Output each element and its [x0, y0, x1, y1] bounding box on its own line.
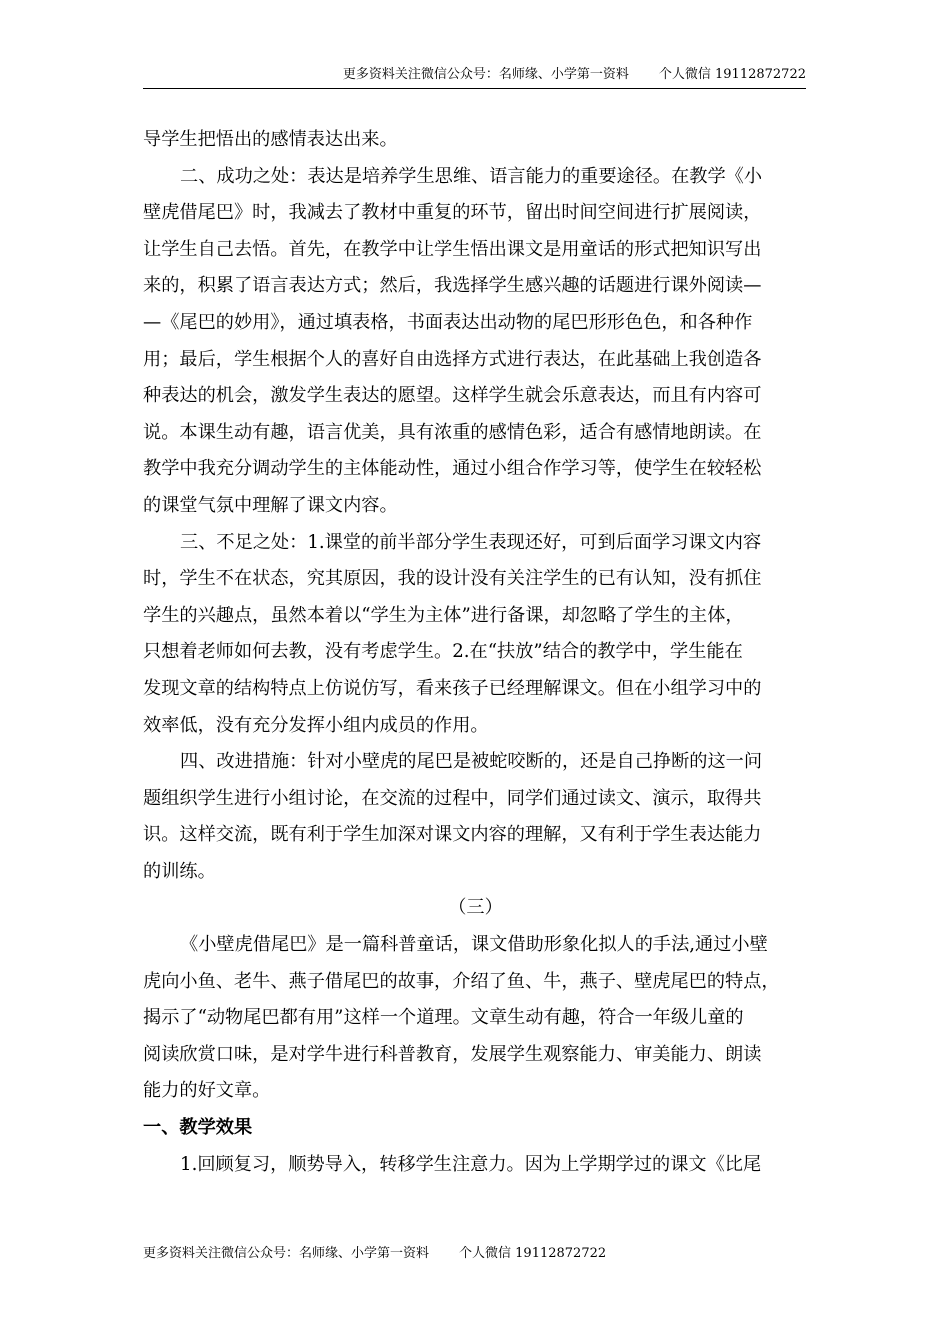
- document-body: [143, 122, 808, 1183]
- paragraph-line: 种表达的机会，激发学生表达的愿望。这样学生就会乐意表达，而且有内容可: [143, 385, 762, 407]
- paragraph-line: 的课堂气氛中理解了课文内容。: [143, 494, 398, 516]
- paragraph-line: 1.回顾复习，顺势导入，转移学生注意力。因为上学期学过的课文《比尾: [180, 1153, 762, 1175]
- paragraph-line: 发现文章的结构特点上仿说仿写，看来孩子已经理解课文。但在小组学习中的: [143, 677, 762, 699]
- header-personal-wechat: 个人微信 19112872722: [658, 67, 806, 82]
- paragraph-line: 让学生自己去悟。首先，在教学中让学生悟出课文是用童话的形式把知识写出: [143, 238, 762, 260]
- paragraph-line: 用；最后，学生根据个人的喜好自由选择方式进行表达，在此基础上我创造各: [143, 348, 762, 370]
- paragraph-line: 识。这样交流，既有利于学生加深对课文内容的理解，又有利于学生表达能力: [143, 824, 762, 846]
- paragraph-line: 能力的好文章。: [143, 1080, 271, 1102]
- paragraph-line: 教学中我充分调动学生的主体能动性，通过小组合作学习等，使学生在较轻松: [143, 458, 762, 480]
- paragraph-line: 只想着老师如何去教，没有考虑学生。2.在“扶放”结合的教学中，学生能在: [143, 641, 743, 663]
- paragraph-line: 导学生把悟出的感情表达出来。: [143, 129, 398, 150]
- paragraph-line: 壁虎借尾巴》时，我减去了教材中重复的环节，留出时间空间进行扩展阅读，: [143, 202, 762, 224]
- paragraph-line: 来的，积累了语言表达方式；然后，我选择学生感兴趣的话题进行课外阅读—: [143, 275, 762, 297]
- paragraph-line: 《小壁虎借尾巴》是一篇科普童话，课文借助形象化拟人的手法,通过小壁: [180, 934, 768, 956]
- page-header: [143, 66, 806, 89]
- section-improvements-heading-line: 四、改进措施：针对小壁虎的尾巴是被蛇咬断的，还是自己挣断的这一问: [180, 751, 763, 773]
- section-shortcomings-heading-line: 三、不足之处：1.课堂的前半部分学生表现还好，可到后面学习课文内容: [180, 531, 762, 553]
- paragraph-line: —《尾巴的妙用》，通过填表格，书面表达出动物的尾巴形形色色，和各种作: [143, 311, 753, 333]
- paragraph-line: 阅读欣赏口味，是对学牛进行科普教育，发展学生观察能力、审美能力、朗读: [143, 1043, 762, 1065]
- footer-wechat-account: 更多资料关注微信公众号：名师缘、小学第一资料: [143, 1246, 430, 1261]
- paragraph-line: 揭示了“动物尾巴都有用”这样一个道理。文章生动有趣，符合一年级儿童的: [143, 1007, 744, 1029]
- paragraph-line: 的训练。: [143, 860, 216, 882]
- teaching-effect-heading: 一、教学效果: [143, 1117, 253, 1139]
- paragraph-line: 学生的兴趣点，虽然本着以“学生为主体”进行备课，却忽略了学生的主体，: [143, 604, 744, 626]
- paragraph-line: 时，学生不在状态，究其原因，我的设计没有关注学生的已有认知，没有抓住: [143, 568, 762, 590]
- paragraph-line: 效率低，没有充分发挥小组内成员的作用。: [143, 714, 489, 736]
- paragraph-line: 虎向小鱼、老牛、燕子借尾巴的故事，介绍了鱼、牛，燕子、壁虎尾巴的特点，: [143, 970, 780, 992]
- paragraph-line: 题组织学生进行小组讨论，在交流的过程中，同学们通过读文、演示，取得共: [143, 787, 762, 809]
- section-success-heading-line: 二、成功之处：表达是培养学生思维、语言能力的重要途径。在教学《小: [180, 165, 763, 187]
- footer-personal-wechat: 个人微信 19112872722: [459, 1246, 607, 1261]
- paragraph-line: 说。本课生动有趣，语言优美，具有浓重的感情色彩，适合有感情地朗读。在: [143, 421, 762, 443]
- page-footer: [143, 1245, 606, 1263]
- part-three-title: （三）: [448, 897, 503, 919]
- header-wechat-account: 更多资料关注微信公众号：名师缘、小学第一资料: [342, 67, 629, 82]
